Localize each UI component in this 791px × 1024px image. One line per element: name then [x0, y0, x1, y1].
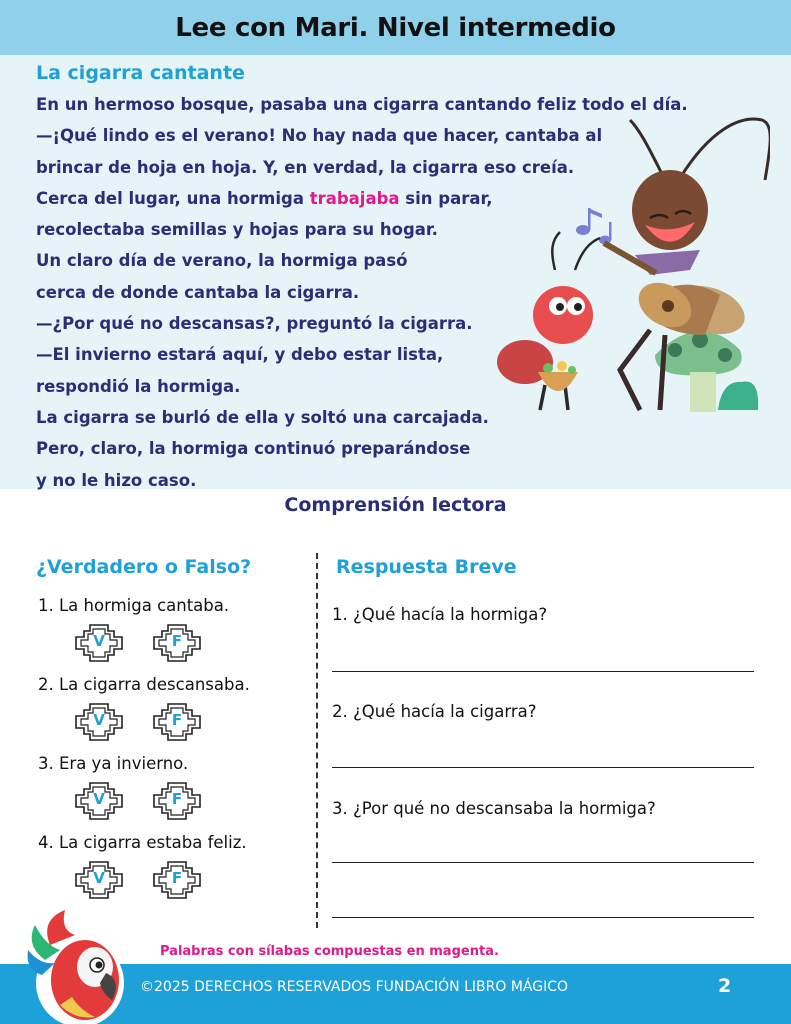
sa-question: 2. ¿Qué hacía la cigarra?	[332, 702, 537, 721]
true-false-title: ¿Verdadero o Falso?	[36, 556, 252, 578]
story-line: —El invierno estará aquí, y debo estar lista,	[36, 345, 444, 365]
story-line: recolectaba semillas y hojas para su hogar.	[36, 220, 438, 240]
tf-question: 4. La cigarra estaba feliz.	[38, 833, 247, 852]
story-line-start: Cerca del lugar, una hormiga	[36, 188, 310, 208]
story-line: Un claro día de verano, la hormiga pasó	[36, 251, 408, 271]
answer-line[interactable]	[332, 917, 754, 918]
page-number: 2	[718, 975, 732, 997]
tf-question: 3. Era ya invierno.	[38, 754, 189, 773]
true-false-item	[38, 596, 250, 675]
true-false-list	[38, 596, 250, 912]
false-option[interactable]: F	[150, 780, 204, 822]
music-notes-icon	[576, 208, 612, 245]
false-option[interactable]: F	[150, 701, 204, 743]
true-false-item	[38, 675, 250, 754]
story-line: —¡Qué lindo es el verano! No hay nada que hacer, cantaba al	[36, 126, 603, 146]
true-option[interactable]: V	[72, 780, 126, 822]
story-line-end: sin parar,	[399, 188, 493, 208]
story-line: —¿Por qué no descansas?, preguntó la cigarra.	[36, 314, 473, 334]
story-line: brincar de hoja en hoja. Y, en verdad, la cigarra eso creía.	[36, 157, 575, 177]
true-false-item	[38, 833, 250, 912]
story-line: cerca de donde cantaba la cigarra.	[36, 282, 360, 302]
story-line: y no le hizo caso.	[36, 470, 197, 490]
story-line: En un hermoso bosque, pasaba una cigarra cantando feliz todo el día.	[36, 95, 688, 114]
false-option[interactable]: F	[150, 859, 204, 901]
story-line: Pero, claro, la hormiga continuó preparándose	[36, 439, 471, 459]
sa-question: 3. ¿Por qué no descansaba la hormiga?	[332, 799, 656, 818]
true-option[interactable]: V	[72, 859, 126, 901]
parrot-mascot-icon	[20, 905, 130, 1024]
highlighted-word: trabajaba	[309, 188, 400, 208]
tf-question: 1. La hormiga cantaba.	[38, 596, 230, 615]
page-header	[0, 0, 791, 55]
tf-question: 2. La cigarra descansaba.	[38, 675, 250, 694]
short-answer-title: Respuesta Breve	[336, 556, 517, 578]
answer-line[interactable]	[332, 767, 754, 768]
answer-line[interactable]	[332, 671, 754, 672]
page-title: Lee con Mari. Nivel intermedio	[175, 12, 616, 43]
comprehension-title: Comprensión lectora	[284, 494, 507, 516]
true-false-item	[38, 754, 250, 833]
story-line: La cigarra se burló de ella y soltó una carcajada.	[36, 407, 489, 427]
false-option[interactable]: F	[150, 622, 204, 664]
copyright-text: ©2025 DERECHOS RESERVADOS FUNDACIÓN LIBRO MÁGICO	[140, 979, 568, 995]
column-divider	[316, 553, 318, 928]
cicada-ant-illustration	[490, 110, 770, 430]
sa-question: 1. ¿Qué hacía la hormiga?	[332, 605, 548, 624]
true-option[interactable]: V	[72, 622, 126, 664]
story-line: respondió la hormiga.	[36, 376, 241, 396]
true-option[interactable]: V	[72, 701, 126, 743]
answer-line[interactable]	[332, 862, 754, 863]
story-title: La cigarra cantante	[36, 62, 245, 84]
magenta-note: Palabras con sílabas compuestas en magenta.	[160, 944, 499, 959]
